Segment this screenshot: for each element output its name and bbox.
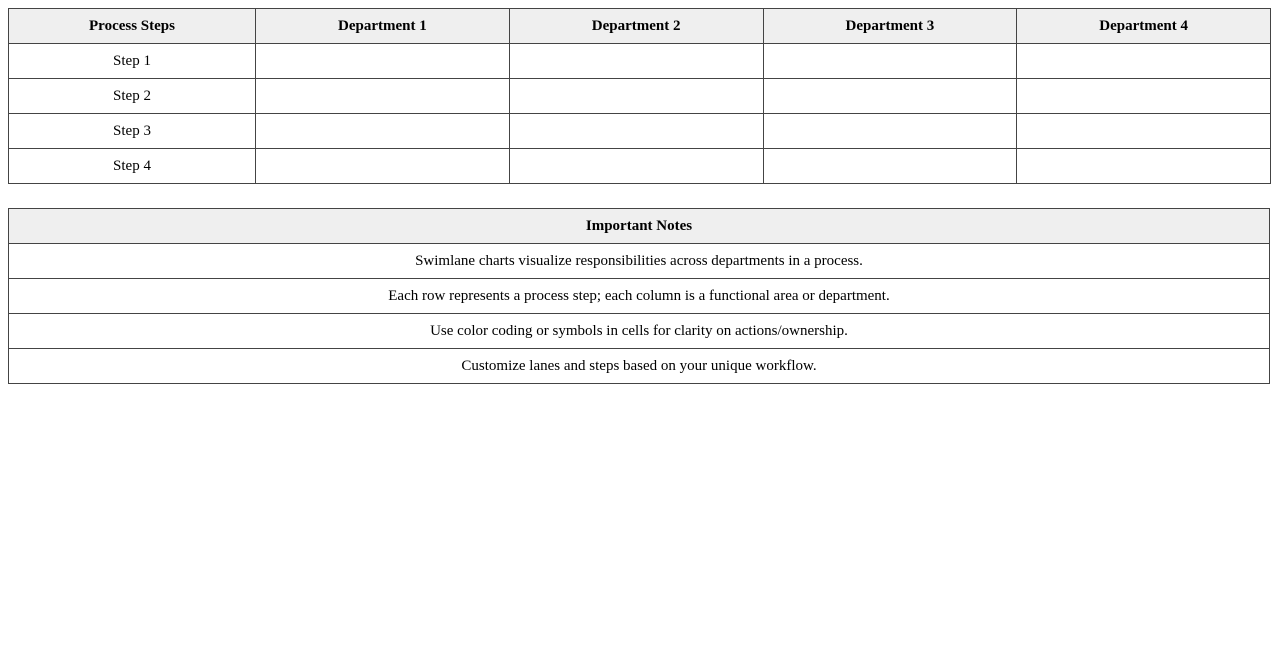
lane-cell: [509, 149, 763, 184]
notes-header-row: [9, 209, 1270, 244]
lane-cell: [256, 149, 510, 184]
note-item: Each row represents a process step; each column is a functional area or department.: [9, 279, 1270, 314]
step-label: Step 2: [9, 79, 256, 114]
lane-cell: [763, 44, 1017, 79]
step-label: Step 4: [9, 149, 256, 184]
lane-cell: [509, 44, 763, 79]
note-item: Use color coding or symbols in cells for clarity on actions/ownership.: [9, 314, 1270, 349]
step-label: Step 1: [9, 44, 256, 79]
notes-title: Important Notes: [9, 209, 1270, 244]
table-row: [9, 114, 1271, 149]
table-row: [9, 314, 1270, 349]
swimlane-table: [8, 8, 1271, 184]
lane-cell: [1017, 149, 1271, 184]
notes-table: [8, 208, 1270, 384]
header-department-2: Department 2: [509, 9, 763, 44]
note-item: Customize lanes and steps based on your unique workflow.: [9, 349, 1270, 384]
step-label: Step 3: [9, 114, 256, 149]
lane-cell: [1017, 44, 1271, 79]
lane-cell: [256, 44, 510, 79]
lane-cell: [509, 79, 763, 114]
header-process-steps: Process Steps: [9, 9, 256, 44]
table-row: [9, 149, 1271, 184]
swimlane-header-row: [9, 9, 1271, 44]
table-row: [9, 79, 1271, 114]
header-department-4: Department 4: [1017, 9, 1271, 44]
lane-cell: [763, 114, 1017, 149]
table-row: [9, 349, 1270, 384]
lane-cell: [256, 79, 510, 114]
header-department-3: Department 3: [763, 9, 1017, 44]
page-content: [8, 8, 1270, 384]
table-row: [9, 279, 1270, 314]
header-department-1: Department 1: [256, 9, 510, 44]
lane-cell: [763, 149, 1017, 184]
note-item: Swimlane charts visualize responsibilities across departments in a process.: [9, 244, 1270, 279]
lane-cell: [1017, 114, 1271, 149]
lane-cell: [256, 114, 510, 149]
lane-cell: [1017, 79, 1271, 114]
lane-cell: [763, 79, 1017, 114]
table-row: [9, 244, 1270, 279]
table-row: [9, 44, 1271, 79]
lane-cell: [509, 114, 763, 149]
